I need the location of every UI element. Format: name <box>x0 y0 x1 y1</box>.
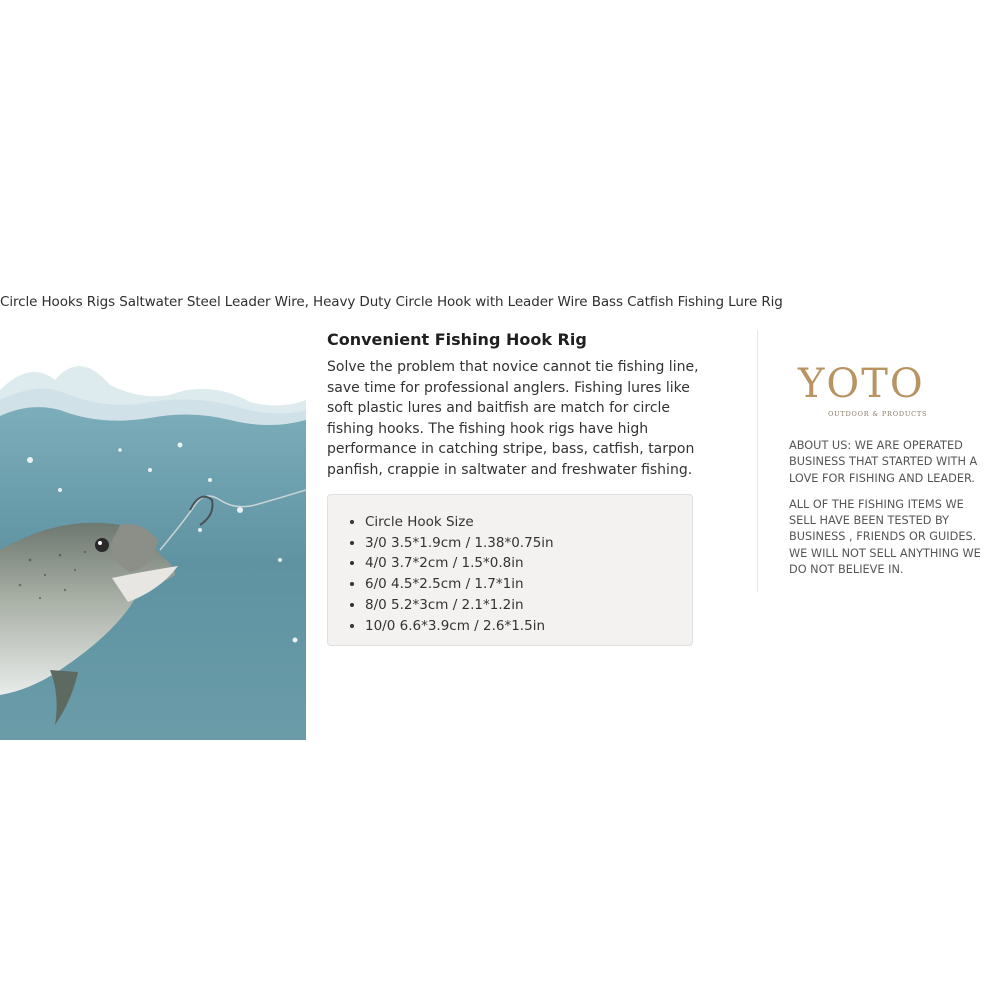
about-paragraph: ABOUT US: WE ARE OPERATED BUSINESS THAT STARTED WITH A LOVE FOR FISHING AND LEADER. <box>789 439 978 485</box>
product-photo <box>0 340 306 740</box>
list-item: • 3/0 3.5*1.9cm / 1.38*0.75in <box>365 533 692 554</box>
feature-description: Solve the problem that novice cannot tie fishing line, save time for professional anglers. Fishing lures like soft plastic lures and baitfish are match for circle fishing hooks. The fishing hook rigs have high performance in catching stripe, bass, catfish, tarpon panfish, crappie in saltwater and freshwater fishing. <box>327 359 699 478</box>
brand-logo <box>788 360 968 424</box>
product-title: Circle Hooks Rigs Saltwater Steel Leader Wire, Heavy Duty Circle Hook with Leader Wire Bass Catfish Fishing Lure Rig <box>0 294 783 310</box>
feature-section <box>327 330 717 481</box>
size-list <box>328 495 692 636</box>
section-divider <box>757 330 758 592</box>
feature-heading: Convenient Fishing Hook Rig <box>327 330 587 349</box>
fish-icon <box>0 340 306 740</box>
size-list-box <box>327 494 693 646</box>
list-item: • 10/0 6.6*3.9cm / 2.6*1.5in <box>365 616 692 637</box>
brand-name: YOTO <box>798 361 925 407</box>
list-item: • 8/0 5.2*3cm / 2.1*1.2in <box>365 595 692 616</box>
list-item: • 6/0 4.5*2.5cm / 1.7*1in <box>365 574 692 595</box>
brand-tagline: OUTDOOR & PRODUCTS <box>828 410 928 418</box>
list-item: • Circle Hook Size <box>365 512 692 533</box>
about-section <box>789 438 994 588</box>
about-paragraph: ALL OF THE FISHING ITEMS WE SELL HAVE BEEN TESTED BY BUSINESS , FRIENDS OR GUIDES. WE WILL NOT SELL ANYTHING WE DO NOT BELIEVE IN. <box>789 497 981 577</box>
list-item: • 4/0 3.7*2cm / 1.5*0.8in <box>365 553 692 574</box>
